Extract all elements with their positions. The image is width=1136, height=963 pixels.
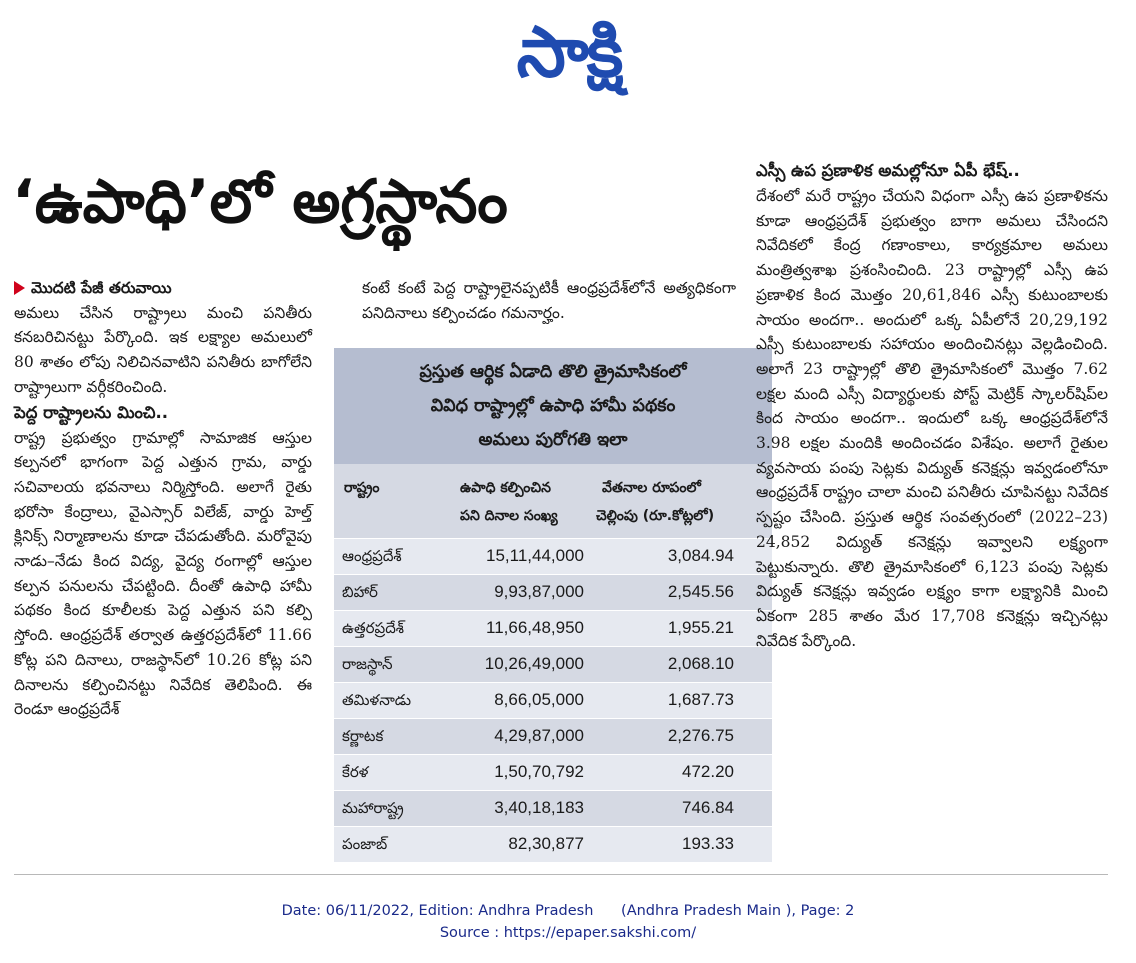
left-paragraph-1: అమలు చేసిన రాష్ట్రాలు మంచి పనితీరు కనబరిచినట్టు పేర్కొంది. ఇక లక్ష్యాల అమలులో 80 శాతం లోపు నిలిచినవాటిని పనితీరు బాగోలేని రాష్ట్రాలుగా వర్గీకరించింది. [14, 303, 312, 396]
column-header-wages-line-2: చెల్లింపు (రూ.కోట్లలో) [596, 508, 715, 524]
table-row [334, 538, 772, 574]
cell-days: 4,29,87,000 [494, 726, 584, 745]
footer-date-edition: Date: 06/11/2022, Edition: Andhra Pradesh (Andhra Pradesh Main ), Page: 2 [281, 903, 855, 919]
cell-days: 1,50,70,792 [494, 762, 584, 781]
triangle-marker-icon [14, 281, 25, 295]
cell-wages: 1,955.21 [667, 618, 734, 637]
cell-wages: 746.84 [682, 798, 734, 817]
table-row [334, 754, 772, 790]
cell-days: 3,40,18,183 [494, 798, 584, 817]
cell-state: కేరళ [342, 763, 369, 781]
cell-wages: 2,276.75 [667, 726, 734, 745]
table-body [334, 538, 772, 862]
cell-wages: 1,687.73 [667, 690, 734, 709]
cell-state: కర్ణాటక [342, 727, 384, 745]
table-row [334, 574, 772, 610]
cell-days: 82,30,877 [508, 834, 584, 853]
table-header [334, 472, 772, 532]
cell-wages: 3,084.94 [667, 546, 734, 565]
cell-state: రాజస్థాన్ [342, 655, 393, 673]
left-paragraph-2: రాష్ట్ర ప్రభుత్వం గ్రామాల్లో సామాజిక ఆస్తుల కల్పనలో భాగంగా పెద్ద ఎత్తున గ్రామ, వార్డు సచివాలయ భవనాలు నిర్మిస్తోంది. అలాగే రైతు భరోసా కేంద్రాలు, వైఎస్సార్ విలేజ్, వార్డు హెల్త్ క్లినిక్స్ నిర్మాణాలను కూడా చేపడుతోంది. మరోవైపు నాడు–నేడు కింద విద్య, వైద్య రంగాల్లో ఆస్తుల కల్పన పనులను చేపట్టింది. దీంతో ఉపాధి హామీ పథకం కింద కూలీలకు పెద్ద ఎత్తున పని కల్పి స్తోంది. ఆంధ్రప్రదేశ్ తర్వాత ఉత్తరప్రదేశ్‌లో 11.66 కోట్ల పని దినాలు, రాజస్థాన్‌లో 10.26 కోట్ల పని దినాలను కల్పించినట్టు నివేదిక తెలిపింది. ఈ రెండూ ఆంధ్రప్రదేశ్ [14, 428, 312, 719]
table-row [334, 790, 772, 826]
cell-wages: 193.33 [682, 834, 734, 853]
cell-days: 11,66,48,950 [486, 618, 584, 637]
left-column [14, 276, 312, 722]
cell-days: 15,11,44,000 [486, 546, 584, 565]
table-row [334, 682, 772, 718]
continued-label: మొదటి పేజీ తరువాయి [31, 279, 172, 297]
headline: ‘ఉపాధి’లో అగ్రస్థానం [12, 167, 508, 237]
cell-state: మహారాష్ట్ర [342, 799, 404, 817]
cell-wages: 2,545.56 [667, 582, 734, 601]
column-header-state: రాష్ట్రం [344, 480, 380, 496]
cell-state: బిహార్ [342, 583, 378, 601]
table-row [334, 646, 772, 682]
table-title [334, 348, 772, 464]
cell-wages: 2,068.10 [667, 654, 734, 673]
footer-divider [14, 874, 1108, 875]
column-header-days-line-1: ఉపాధి కల్పించిన [460, 480, 551, 496]
footer-source: Source : https://epaper.sakshi.com/ [439, 925, 697, 941]
footer [0, 900, 1136, 944]
cell-state: పంజాబ్ [342, 835, 388, 853]
right-subhead: ఎస్సీ ఉప ప్రణాళిక అమల్లోనూ ఏపీ భేష్.. [756, 161, 1020, 180]
cell-state: ఆంధ్రప్రదేశ్ [342, 547, 402, 565]
left-subhead: పెద్ద రాష్ట్రాలను మించి.. [14, 402, 169, 422]
table-title-line-1: ప్రస్తుత ఆర్థిక ఏడాది తొలి త్రైమాసికంలో [419, 362, 687, 382]
right-column [756, 158, 1108, 653]
column-header-wages-line-1: వేతనాల రూపంలో [602, 480, 701, 496]
table-row [334, 826, 772, 862]
masthead-logo: సాక్షి [516, 11, 622, 93]
cell-wages: 472.20 [682, 762, 734, 781]
continued-marker [14, 276, 312, 301]
cell-days: 10,26,49,000 [484, 654, 584, 673]
table-title-line-3: అమలు పురోగతి ఇలా [478, 430, 628, 450]
column-header-days-line-2: పని దినాల సంఖ్య [460, 508, 558, 524]
middle-column [362, 276, 736, 325]
middle-paragraph: కంటే కంటే పెద్ద రాష్ట్రాలైనప్పటికీ ఆంధ్రప్రదేశ్‌లోనే అత్యధికంగా పనిదినాలు కల్పించడం గమనార్హం. [362, 279, 736, 322]
statistics-table [334, 348, 772, 853]
cell-days: 9,93,87,000 [494, 582, 584, 601]
right-paragraph: దేశంలో మరే రాష్ట్రం చేయని విధంగా ఎస్సీ ఉప ప్రణాళికను కూడా ఆంధ్రప్రదేశ్ ప్రభుత్వం బాగా అమలు చేసిందని నివేదికలో కేంద్ర గణాంకాలు, కార్యక్రమాల అమలు మంత్రిత్వశాఖ ప్రశంసించింది. 23 రాష్ట్రాల్లో ఎస్సీ ఉప ప్రణాళిక కింద మొత్తం 20,61,846 ఎస్సీ కుటుంబాలకు సాయం అందగా.. అందులో ఒక్క ఏపీలోనే 20,29,192 ఎస్సీ కుటుంబాలకు సహాయం అందించినట్లు వెల్లడించింది. అలాగే 23 రాష్ట్రాల్లో తొలి త్రైమాసికంలో మొత్తం 7.62 లక్షల మంది ఎస్సీ విద్యార్థులకు పోస్ట్ మెట్రిక్ స్కాలర్‌షిప్‌ల కింద సాయం అందగా.. ఇందులో ఒక్క ఆంధ్రప్రదేశ్‌లోనే 3.98 లక్షల మందికి అందించడం విశేషం. అలాగే రైతుల వ్యవసాయ పంపు సెట్లకు విద్యుత్ కనెక్షన్లు ఇవ్వడంలోనూ ఆంధ్రప్రదేశ్ రాష్ట్రం చాలా మంచి పనితీరు చూపినట్టు నివేదిక స్పష్టం చేసింది. ప్రస్తుత ఆర్థిక సంవత్సరంలో (2022–23) 24,852 విద్యుత్ కనెక్షన్లు ఇవ్వాలని లక్ష్యంగా పెట్టుకున్నారు. తొలి త్రైమాసికంలో 6,123 పంపు సెట్లకు విద్యుత్ కనెక్షన్లు ఇవ్వడం లక్ష్యం కాగా లక్ష్యానికి మించి ఏకంగా 285 శాతం మేర 17,708 కనెక్షన్లు ఇచ్చినట్లు నివేదిక పేర్కొంది. [756, 187, 1108, 650]
cell-days: 8,66,05,000 [494, 690, 584, 709]
cell-state: తమిళనాడు [342, 691, 412, 709]
table-row [334, 610, 772, 646]
table-title-line-2: వివిధ రాష్ట్రాల్లో ఉపాధి హామీ పథకం [430, 396, 676, 416]
table-row [334, 718, 772, 754]
cell-state: ఉత్తరప్రదేశ్ [342, 619, 405, 637]
